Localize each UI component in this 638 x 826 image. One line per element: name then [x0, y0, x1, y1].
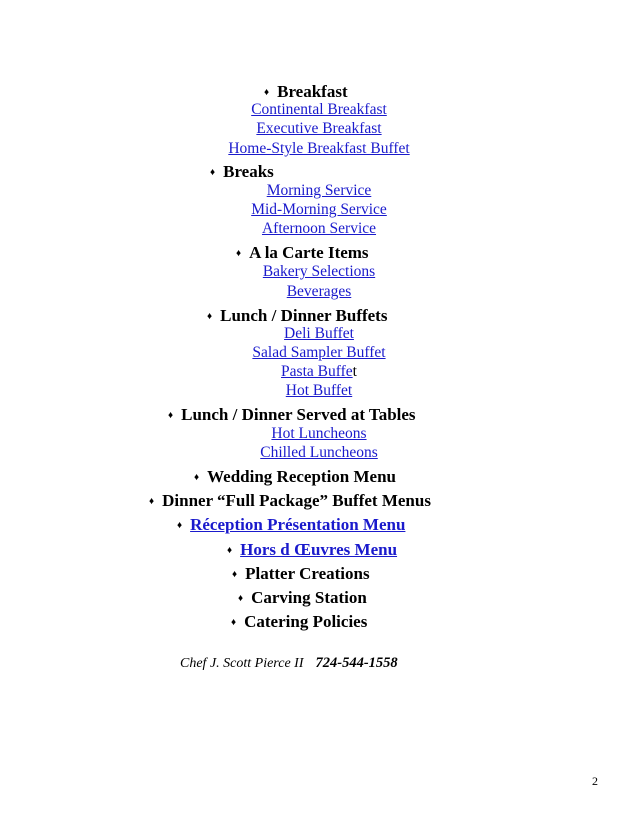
- diamond-bullet-icon: ♦: [264, 87, 270, 98]
- diamond-bullet-icon: ♦: [232, 569, 238, 580]
- link-hors-doeuvres-menu[interactable]: Hors d Œuvres Menu: [240, 540, 398, 559]
- section-breakfast: [264, 82, 348, 102]
- diamond-bullet-icon: ♦: [227, 545, 233, 556]
- section-title: Lunch / Dinner Served at Tables: [181, 405, 416, 424]
- link-salad-sampler-buffet[interactable]: Salad Sampler Buffet: [252, 344, 386, 361]
- link-mid-morning-service[interactable]: Mid-Morning Service: [251, 201, 387, 218]
- link-morning-service[interactable]: Morning Service: [266, 182, 372, 199]
- section-title: Dinner “Full Package” Buffet Menus: [162, 491, 431, 510]
- section-title: Breaks: [223, 162, 274, 181]
- page-number: 2: [592, 774, 598, 788]
- section-lunch-dinner-buffets: [207, 306, 387, 326]
- diamond-bullet-icon: ♦: [236, 248, 242, 259]
- link-home-style-breakfast-buffet[interactable]: Home-Style Breakfast Buffet: [228, 140, 410, 157]
- diamond-bullet-icon: ♦: [210, 167, 216, 178]
- section-served-at-tables: [168, 405, 416, 425]
- link-reception-presentation-menu[interactable]: Réception Présentation Menu: [190, 515, 406, 534]
- link-continental-breakfast[interactable]: Continental Breakfast: [251, 101, 387, 118]
- section-title: A la Carte Items: [249, 243, 369, 262]
- section-title: Breakfast: [277, 82, 348, 101]
- chef-contact: [180, 654, 398, 672]
- diamond-bullet-icon: ♦: [231, 617, 237, 628]
- diamond-bullet-icon: ♦: [149, 496, 155, 507]
- section-title: Wedding Reception Menu: [207, 467, 397, 486]
- section-catering-policies: [231, 612, 367, 632]
- link-chilled-luncheons[interactable]: Chilled Luncheons: [260, 444, 378, 461]
- chef-name: Chef J. Scott Pierce II: [180, 656, 304, 671]
- section-a-la-carte: [236, 243, 369, 263]
- link-executive-breakfast[interactable]: Executive Breakfast: [256, 120, 382, 137]
- section-carving-station: [238, 588, 367, 608]
- link-pasta-buffet[interactable]: Pasta Buffe: [281, 363, 353, 380]
- link-hot-buffet[interactable]: Hot Buffet: [285, 382, 353, 399]
- section-breaks: [210, 162, 274, 182]
- pasta-suffix: t: [352, 363, 357, 380]
- section-title: Catering Policies: [244, 612, 368, 631]
- section-hors-doeuvres: [227, 540, 397, 560]
- link-beverages[interactable]: Beverages: [286, 283, 352, 300]
- section-title: Platter Creations: [245, 564, 370, 583]
- phone-number: 724-544-1558: [315, 655, 398, 671]
- section-wedding-reception: [194, 467, 396, 487]
- diamond-bullet-icon: ♦: [177, 520, 183, 531]
- link-hot-luncheons[interactable]: Hot Luncheons: [271, 425, 367, 442]
- section-title: Lunch / Dinner Buffets: [220, 306, 388, 325]
- diamond-bullet-icon: ♦: [168, 410, 174, 421]
- section-reception-presentation: [177, 515, 405, 535]
- link-deli-buffet[interactable]: Deli Buffet: [284, 325, 354, 342]
- link-afternoon-service[interactable]: Afternoon Service: [261, 220, 377, 237]
- diamond-bullet-icon: ♦: [238, 593, 244, 604]
- link-bakery-selections[interactable]: Bakery Selections: [262, 263, 376, 280]
- section-platter-creations: [232, 564, 370, 584]
- diamond-bullet-icon: ♦: [194, 472, 200, 483]
- diamond-bullet-icon: ♦: [207, 311, 213, 322]
- section-title: Carving Station: [251, 588, 367, 607]
- section-dinner-full-package: [149, 491, 431, 511]
